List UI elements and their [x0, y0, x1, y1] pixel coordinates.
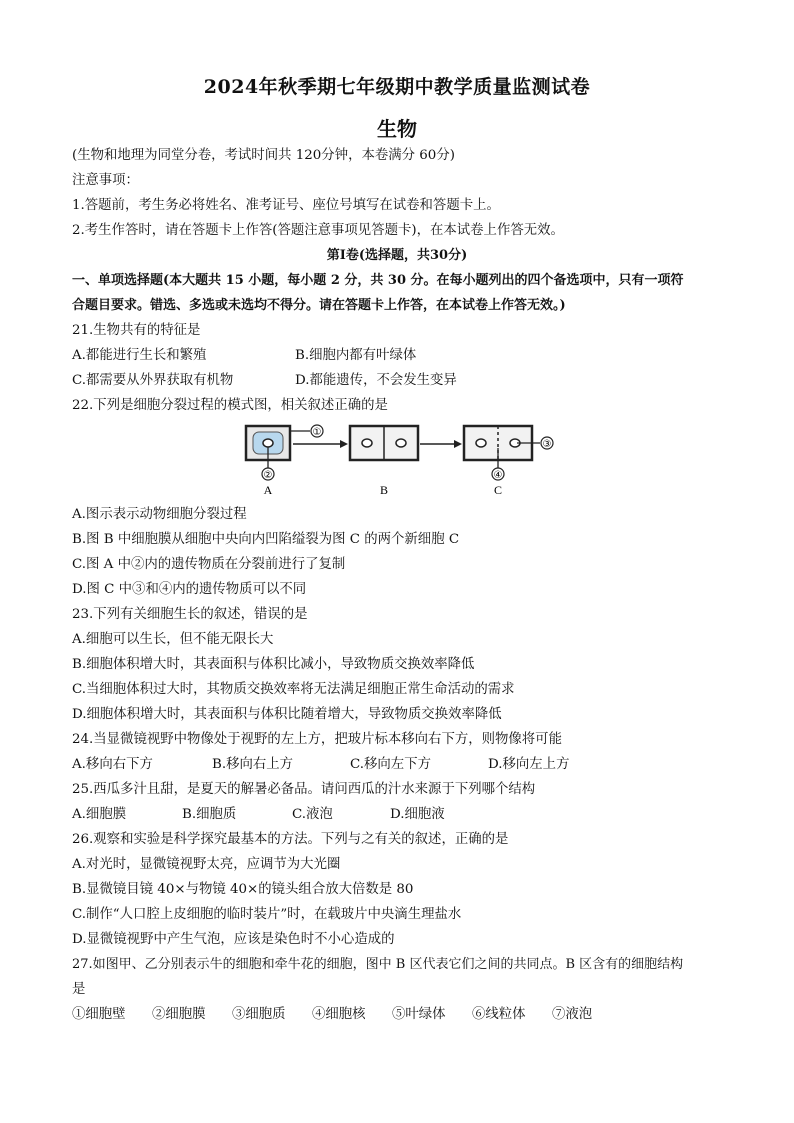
q23-option-c: C.当细胞体积过大时，其物质交换效率将无法满足细胞正常生命活动的需求 [72, 682, 515, 697]
cell-b [350, 426, 418, 460]
q21-option-a: A.都能进行生长和繁殖 [72, 348, 207, 363]
q21-option-c: C.都需要从外界获取有机物 [72, 373, 234, 388]
subject-title: 生物 [377, 117, 417, 141]
q25-option-c: C.液泡 [292, 807, 333, 822]
cell-a [246, 426, 290, 468]
q25-option-d: D.细胞液 [390, 807, 445, 822]
q24-stem: 24.当显微镜视野中物像处于视野的左上方，把玻片标本移向右下方，则物像将可能 [72, 732, 562, 747]
q26-option-a: A.对光时，显微镜视野太亮，应调节为大光圈 [72, 857, 341, 872]
marker-1: ① [312, 427, 322, 438]
q24-option-b: B.移向右上方 [212, 757, 294, 772]
cell-division-figure [240, 420, 560, 500]
cell-c [464, 426, 540, 468]
q27-item-1: ①细胞壁 [72, 1007, 126, 1022]
q27-stem-line-2: 是 [72, 982, 86, 997]
q22-option-d: D.图 C 中③和④内的遗传物质可以不同 [72, 582, 307, 597]
q21-stem: 21.生物共有的特征是 [72, 323, 201, 338]
q26-option-b: B.显微镜目镜 40×与物镜 40×的镜头组合放大倍数是 80 [72, 882, 414, 897]
attention-item-2: 2.考生作答时，请在答题卡上作答(答题注意事项见答题卡)，在本试卷上作答无效。 [72, 223, 564, 238]
q22-option-a: A.图示表示动物细胞分裂过程 [72, 507, 247, 522]
q25-option-a: A.细胞膜 [72, 807, 127, 822]
q23-stem: 23.下列有关细胞生长的叙述，错误的是 [72, 607, 308, 622]
marker-2: ② [263, 470, 273, 481]
q26-option-d: D.显微镜视野中产生气泡，应该是染色时不小心造成的 [72, 932, 395, 947]
q23-option-a: A.细胞可以生长，但不能无限长大 [72, 632, 274, 647]
marker-4: ④ [493, 470, 503, 481]
q21-option-b: B.细胞内都有叶绿体 [295, 348, 417, 363]
exam-title: 2024年秋季期七年级期中教学质量监测试卷 [203, 76, 591, 98]
q27-item-2: ②细胞膜 [152, 1007, 206, 1022]
q26-option-c: C.制作“人口腔上皮细胞的临时装片”时，在载玻片中央滴生理盐水 [72, 907, 462, 922]
q23-option-b: B.细胞体积增大时，其表面积与体积比减小，导致物质交换效率降低 [72, 657, 475, 672]
attention-heading: 注意事项： [72, 173, 139, 188]
q23-option-d: D.细胞体积增大时，其表面积与体积比随着增大，导致物质交换效率降低 [72, 707, 502, 722]
section-heading: 第Ⅰ卷(选择题，共30分) [326, 248, 468, 263]
q24-option-c: C.移向左下方 [350, 757, 431, 772]
q27-item-7: ⑦液泡 [552, 1007, 593, 1022]
q27-item-5: ⑤叶绿体 [392, 1007, 446, 1022]
figure-label-a: A [263, 483, 273, 497]
q24-option-d: D.移向左上方 [488, 757, 570, 772]
q22-stem: 22.下列是细胞分裂过程的模式图，相关叙述正确的是 [72, 398, 388, 413]
arrow-head-b-to-c [454, 440, 462, 448]
section-instructions-2: 合题目要求。错选、多选或未选均不得分。请在答题卡上作答，在本试卷上作答无效。) [72, 298, 566, 313]
q22-option-c: C.图 A 中②内的遗传物质在分裂前进行了复制 [72, 557, 346, 572]
q22-option-b: B.图 B 中细胞膜从细胞中央向内凹陷缢裂为图 C 的两个新细胞 C [72, 532, 460, 547]
figure-label-c: C [493, 483, 503, 497]
q27-item-3: ③细胞质 [232, 1007, 286, 1022]
attention-item-1: 1.答题前，考生务必将姓名、准考证号、座位号填写在试卷和答题卡上。 [72, 198, 500, 213]
q27-stem-line-1: 27.如图甲、乙分别表示牛的细胞和牵牛花的细胞，图中 B 区代表它们之间的共同点。B 区含有的细胞结构 [72, 957, 684, 972]
q26-stem: 26.观察和实验是科学探究最基本的方法。下列与之有关的叙述，正确的是 [72, 832, 509, 847]
q25-stem: 25.西瓜多汁且甜，是夏天的解暑必备品。请问西瓜的汁水来源于下列哪个结构 [72, 782, 536, 797]
figure-label-b: B [379, 483, 389, 497]
q25-option-b: B.细胞质 [182, 807, 237, 822]
q24-option-a: A.移向右下方 [72, 757, 153, 772]
marker-3: ③ [542, 439, 552, 450]
exam-note: (生物和地理为同堂分卷，考试时间共 120分钟，本卷满分 60分) [72, 148, 455, 163]
section-instructions-1: 一、单项选择题(本大题共 15 小题，每小题 2 分，共 30 分。在每小题列出的四个备选项中，只有一项符 [72, 273, 684, 288]
q21-option-d: D.都能遗传，不会发生变异 [295, 373, 457, 388]
q27-item-4: ④细胞核 [312, 1007, 366, 1022]
arrow-head-a-to-b [340, 440, 348, 448]
q27-item-6: ⑥线粒体 [472, 1007, 526, 1022]
